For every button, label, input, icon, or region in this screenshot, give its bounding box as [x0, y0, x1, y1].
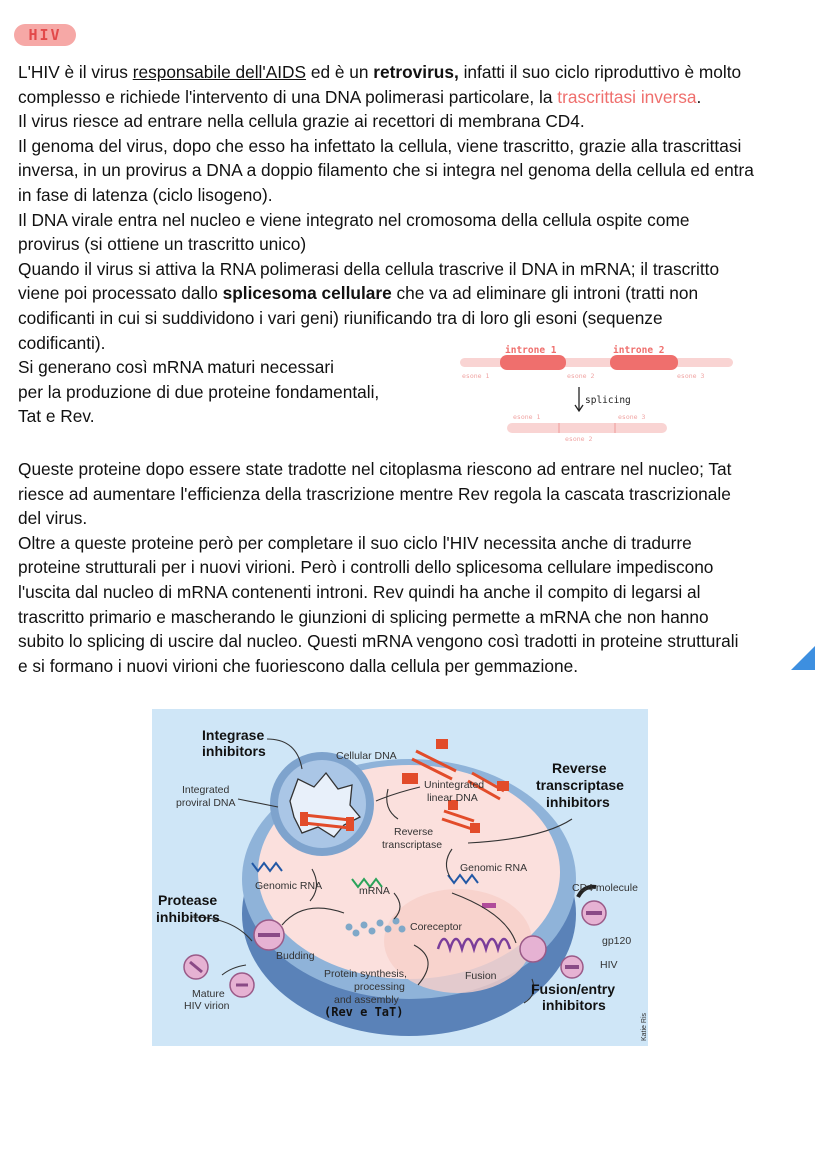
- paragraph-line: L'HIV è il virus responsabile dell'AIDS ed è un retrovirus, infatti il suo ciclo riproduttivo è molto: [18, 62, 742, 82]
- intron-1-label: introne 1: [505, 345, 557, 356]
- paragraph-line: riesce ad aumentare l'efficienza della trascrizione mentre Rev regola la cascata trascrizionale: [18, 483, 731, 504]
- fusion-inhibitors-label: Fusion/entry: [531, 981, 616, 997]
- budding-label: Budding: [276, 950, 315, 962]
- fusion-label: Fusion: [465, 970, 497, 982]
- integrase-label-2: inhibitors: [202, 743, 266, 759]
- genomic-rna-label: Genomic RNA: [255, 880, 323, 892]
- protein-fragment: [482, 903, 496, 908]
- paragraph-line: provirus (si ottiene un trascritto unico): [18, 234, 307, 255]
- credit-label: Katie Ris: [641, 1012, 648, 1041]
- exon-2-label: esone 2: [567, 372, 595, 380]
- paragraph-line: Il virus riesce ad entrare nella cellula grazie ai recettori di membrana CD4.: [18, 111, 585, 132]
- mature-mrna-strand: [507, 423, 667, 433]
- fusion-inhibitors-label-2: inhibitors: [542, 997, 606, 1013]
- rev-tat-handwritten: (Rev e TaT): [324, 1005, 404, 1019]
- paragraph-line: complesso e richiede l'intervento di una DNA polimerasi particolare, la trascrittasi inversa.: [18, 86, 702, 107]
- exon-3-label: esone 3: [677, 372, 705, 380]
- splicing-label: splicing: [585, 395, 631, 406]
- paragraph-line: viene poi processato dallo splicesoma cellulare che va ad eliminare gli introni (tratti non: [18, 283, 699, 304]
- protein-synthesis-label: Protein synthesis,: [324, 968, 407, 980]
- paragraph-line: Il genoma del virus, dopo che esso ha infettato la cellula, viene trascritto, grazie alla trascrittasi: [18, 135, 742, 156]
- intron-1-block: [500, 355, 566, 370]
- paragraph-line: Tat e Rev.: [18, 406, 95, 427]
- rt-inhibitors-label-3: inhibitors: [546, 794, 610, 810]
- reverse-transcriptase-label-2: transcriptase: [382, 839, 443, 851]
- mature-virion-label: Mature: [192, 988, 225, 1000]
- paragraph-line: del virus.: [18, 508, 88, 529]
- paragraph-line: Quando il virus si attiva la RNA polimerasi della cellula trascrive il DNA in mRNA; il trascritto: [18, 258, 720, 279]
- protease-inhibitors-label: Protease: [158, 892, 218, 908]
- hiv-label: HIV: [600, 959, 618, 971]
- paragraph-line: trascritto primario e mascherando le giunzioni di splicing permette a mRNA che non hanno: [18, 606, 709, 627]
- exon-1-label-b: esone 1: [513, 413, 541, 421]
- protein-synthesis-label-2: processing: [354, 981, 405, 993]
- integrated-dna-label-2: proviral DNA: [176, 797, 236, 809]
- cd4-label: CD4 molecule: [572, 882, 638, 894]
- intron-2-label: introne 2: [613, 345, 665, 356]
- rt-inhibitors-label-2: transcriptase: [536, 777, 624, 793]
- unintegrated-label: Unintegrated: [424, 779, 485, 791]
- paragraph-line: per la produzione di due proteine fondamentali,: [18, 381, 380, 402]
- paragraph-line: Si generano così mRNA maturi necessari: [18, 357, 334, 378]
- virion-core: [586, 911, 602, 915]
- paragraph-line: inversa, in un provirus a DNA a doppio filamento che si integra nel genoma della cellula ed entra: [18, 160, 754, 181]
- paragraph-line: Oltre a queste proteine però per completare il suo ciclo l'HIV necessita anche di tradurre: [18, 532, 692, 553]
- intron-2-block: [610, 355, 678, 370]
- mature-virion-label-2: HIV virion: [184, 1000, 230, 1012]
- corner-fold-icon[interactable]: [791, 646, 815, 670]
- coreceptor-label: Coreceptor: [410, 921, 462, 933]
- protein-synthesis-label-3: and assembly: [334, 994, 399, 1006]
- unintegrated-label-2: linear DNA: [427, 792, 478, 804]
- exon-2-label-b: esone 2: [565, 435, 593, 443]
- paragraph-line: e si formano i nuovi virioni che fuoriescono dalla cellula per gemmazione.: [18, 655, 579, 676]
- virion-core: [258, 933, 280, 937]
- provirus-end: [300, 812, 308, 826]
- splicing-diagram: [455, 342, 745, 446]
- paragraph-line: codificanti).: [18, 332, 106, 353]
- genomic-rna-label-2: Genomic RNA: [460, 862, 528, 874]
- rt-inhibitors-label: Reverse: [552, 760, 607, 776]
- protease-inhibitors-label-2: inhibitors: [156, 909, 220, 925]
- cellular-dna-label: Cellular DNA: [336, 750, 397, 762]
- provirus-end: [346, 817, 354, 831]
- paragraph-line: l'uscita dal nucleo di mRNA contenenti introni. Rev quindi ha anche il compito di legarsi al: [18, 582, 701, 602]
- paragraph-line: in fase di latenza (ciclo lisogeno).: [18, 185, 273, 205]
- reverse-transcriptase-label: Reverse: [394, 826, 434, 838]
- paragraph-line: Queste proteine dopo essere state tradotte nel citoplasma riescono ad entrare nel nucleo; Tat: [18, 459, 732, 479]
- gp120-label: gp120: [602, 935, 632, 947]
- paragraph-line: proteine strutturali per i nuovi virioni. Però i controlli dello splicesoma cellulare impediscono: [18, 557, 714, 578]
- mrna-label: mRNA: [359, 885, 390, 897]
- integrated-dna-label: Integrated: [182, 784, 230, 796]
- fusing-virion-icon: [520, 936, 546, 962]
- hiv-lifecycle-figure: [152, 709, 648, 1046]
- exon-1-label: esone 1: [462, 372, 490, 380]
- integrase-label: Integrase: [202, 727, 265, 743]
- hiv-tag: HIV: [14, 24, 76, 46]
- paragraph-line: codificanti in cui si suddividono i vari geni) riunificando tra di loro gli esoni (sequenze: [18, 308, 663, 328]
- paragraph-line: subito lo splicing di uscire dal nucleo. Questi mRNA vengono così tradotti in proteine strutturali: [18, 631, 739, 652]
- exon-3-label-b: esone 3: [618, 413, 646, 421]
- paragraph-line: Il DNA virale entra nel nucleo e viene integrato nel cromosoma della cellula ospite come: [18, 209, 690, 230]
- virion-core: [565, 965, 579, 969]
